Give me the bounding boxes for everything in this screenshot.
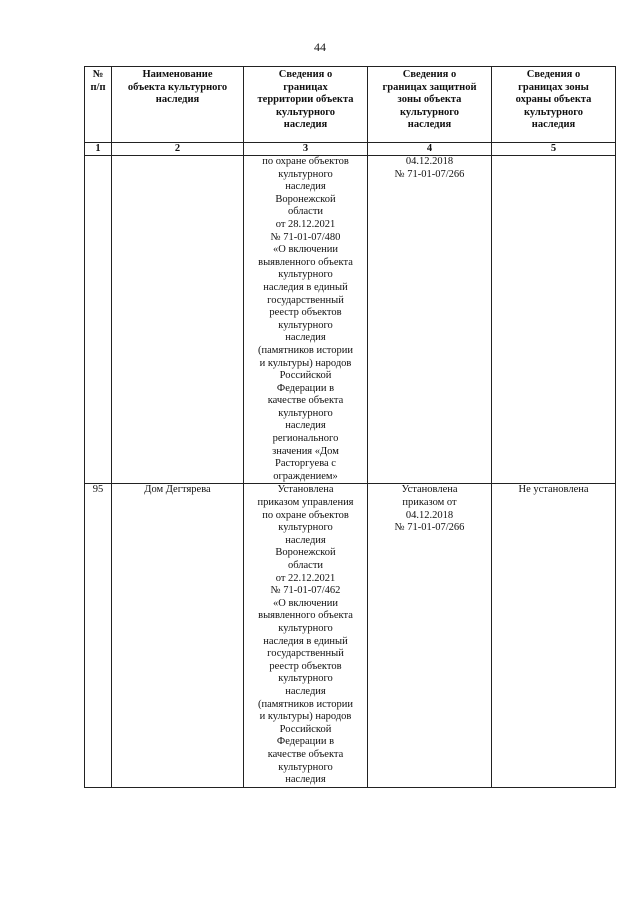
- text-line: наследия: [285, 685, 326, 697]
- text-line: наследия: [283, 119, 328, 131]
- header-territory: [244, 67, 368, 143]
- text-line: 04.12.2018: [405, 509, 454, 521]
- text-line: Сведения о: [402, 69, 457, 80]
- text-line: «О включении: [273, 597, 338, 609]
- text-line: области: [287, 206, 324, 218]
- text-line: приказом управления: [257, 497, 354, 509]
- text-line: 04.12.2018: [405, 156, 454, 167]
- text-line: объекта культурного: [127, 81, 228, 93]
- text-line: выявленного объекта: [258, 610, 353, 622]
- header-protection-zone: [492, 67, 616, 143]
- text-line: наследия: [285, 420, 326, 432]
- text-line: № 71-01-07/266: [394, 168, 465, 180]
- text-line: культурного: [278, 761, 333, 773]
- text-line: культурного: [278, 407, 333, 419]
- column-number-row: [85, 143, 616, 156]
- text-line: Наименование: [142, 69, 213, 80]
- heritage-table: [84, 66, 616, 788]
- text-line: территории объекта: [257, 94, 354, 106]
- text-line: наследия: [285, 534, 326, 546]
- header-row: [85, 67, 616, 143]
- text-line: Сведения о: [278, 69, 333, 80]
- header-protective-zone: [368, 67, 492, 143]
- table-row: [85, 156, 616, 484]
- text-line: значения «Дом: [272, 445, 339, 457]
- text-line: наследия: [285, 181, 326, 193]
- text-line: выявленного объекта: [258, 256, 353, 268]
- text-line: Установлена: [277, 484, 334, 496]
- row-protection-zone: [492, 156, 616, 484]
- text-line: культурного: [523, 106, 584, 118]
- text-line: Не установлена: [518, 484, 589, 496]
- text-line: ограждением»: [273, 470, 338, 482]
- text-line: культурного: [278, 168, 333, 180]
- header-name: [112, 67, 244, 143]
- row-territory: [244, 156, 368, 484]
- text-line: Федерации в: [276, 382, 335, 394]
- text-line: регионального: [272, 433, 339, 445]
- row-protective-zone: [368, 156, 492, 484]
- text-line: от 22.12.2021: [275, 572, 336, 584]
- text-line: государственный: [267, 648, 344, 660]
- text-line: от 28.12.2021: [275, 218, 336, 230]
- text-line: № 71-01-07/462: [270, 585, 341, 597]
- text-line: качестве объекта: [267, 748, 344, 760]
- column-number-4: 4: [368, 143, 492, 156]
- text-line: наследия: [285, 774, 326, 786]
- text-line: и культуры) народов: [259, 357, 352, 369]
- text-line: (памятников истории: [258, 344, 353, 356]
- column-number-1: 1: [85, 143, 112, 156]
- text-line: культурного: [399, 106, 460, 118]
- row-name: [112, 156, 244, 484]
- text-line: п/п: [90, 81, 106, 93]
- row-protection-zone: [492, 484, 616, 787]
- text-line: наследия в единый: [263, 281, 348, 293]
- text-line: Воронежской: [275, 193, 336, 205]
- text-line: реестр объектов: [269, 660, 342, 672]
- text-line: качестве объекта: [267, 395, 344, 407]
- text-line: Установлена: [401, 484, 458, 496]
- text-line: границах: [283, 81, 328, 93]
- text-line: № 71-01-07/480: [270, 231, 341, 243]
- text-line: наследия в единый: [263, 635, 348, 647]
- text-line: (памятников истории: [258, 698, 353, 710]
- text-line: и культуры) народов: [259, 711, 352, 723]
- text-line: наследия: [285, 332, 326, 344]
- text-line: культурного: [275, 106, 336, 118]
- text-line: «О включении: [273, 244, 338, 256]
- column-number-5: 5: [492, 143, 616, 156]
- text-line: № 71-01-07/266: [394, 522, 465, 534]
- column-number-2: 2: [112, 143, 244, 156]
- text-line: границах защитной: [382, 81, 477, 93]
- text-line: области: [287, 560, 324, 571]
- text-line: культурного: [278, 622, 333, 634]
- row-territory: [244, 484, 368, 787]
- text-line: границах зоны: [518, 81, 589, 93]
- text-line: наследия: [531, 119, 576, 131]
- row-number: 95: [85, 484, 112, 787]
- text-line: по охране объектов: [262, 156, 349, 167]
- text-line: государственный: [267, 294, 344, 306]
- text-line: наследия: [155, 94, 200, 106]
- text-line: реестр объектов: [269, 307, 342, 319]
- text-line: наследия: [407, 119, 452, 131]
- text-line: №: [92, 69, 104, 80]
- row-name: Дом Дегтярева: [112, 484, 244, 787]
- text-line: Расторгуева с: [275, 458, 336, 470]
- text-line: зоны объекта: [397, 94, 462, 106]
- table-row: [85, 484, 616, 787]
- text-line: культурного: [278, 319, 333, 331]
- text-line: Федерации в: [276, 736, 335, 748]
- text-line: охраны объекта: [515, 94, 592, 106]
- text-line: культурного: [278, 269, 333, 281]
- row-protective-zone: [368, 484, 492, 787]
- header-number: [85, 67, 112, 143]
- text-line: Сведения о: [526, 69, 581, 80]
- text-line: приказом от: [402, 497, 457, 509]
- row-number: [85, 156, 112, 484]
- text-line: по охране объектов: [262, 509, 349, 521]
- text-line: Российской: [279, 370, 332, 382]
- text-line: культурного: [278, 673, 333, 685]
- text-line: Воронежской: [275, 547, 336, 559]
- text-line: культурного: [278, 522, 333, 534]
- text-line: Российской: [279, 723, 332, 735]
- column-number-3: 3: [244, 143, 368, 156]
- page-number: 44: [314, 40, 326, 54]
